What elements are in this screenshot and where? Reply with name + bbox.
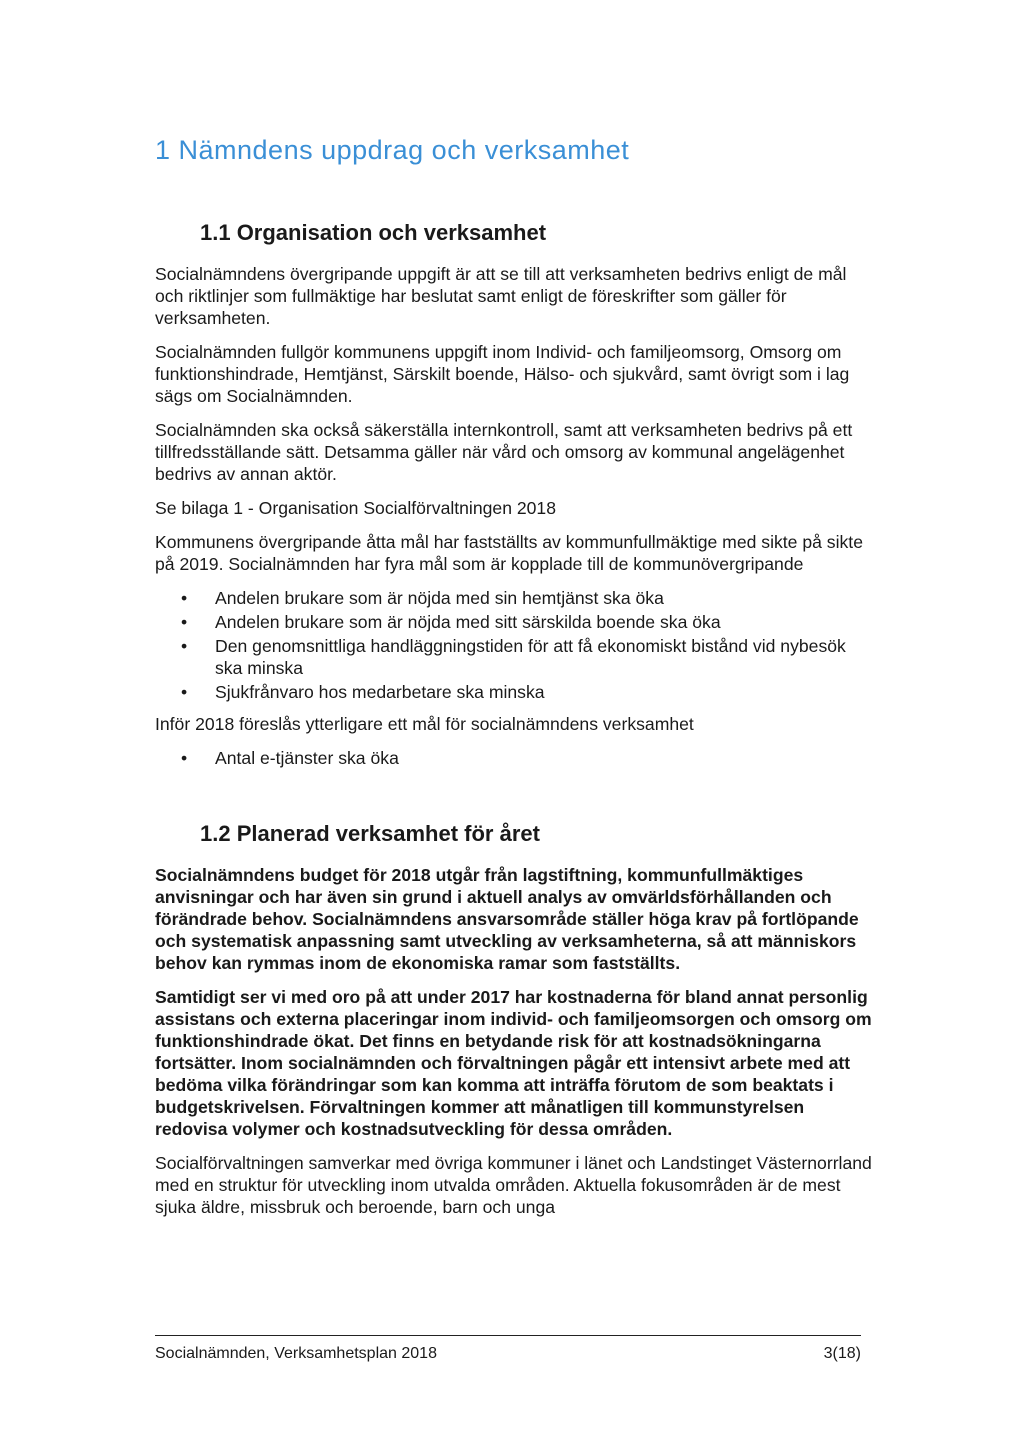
section-heading-planerad-verksamhet: 1.2 Planerad verksamhet för året [200, 821, 540, 846]
footer-page-number: 3(18) [823, 1345, 861, 1362]
page-content [155, 218, 875, 1230]
section-heading-organisation: 1.1 Organisation och verksamhet [200, 220, 547, 245]
list-item [155, 747, 875, 769]
list-item [155, 681, 875, 703]
list-item [155, 587, 875, 609]
footer-divider [155, 1335, 861, 1336]
paragraph: Se bilaga 1 - Organisation Socialförvaltningen 2018 [155, 498, 557, 518]
paragraph: Socialnämnden ska också säkerställa internkontroll, samt att verksamheten bedrivs på ett tillfredsställande sätt. Detsamma gäller när vård och omsorg av kommunal angelägenhet bedrivs av annan aktör. [155, 420, 853, 484]
paragraph: Socialnämndens övergripande uppgift är att se till att verksamheten bedrivs enligt de mål och riktlinjer som fullmäktige har beslutat samt enligt de föreskrifter som gäller för verksamheten. [155, 264, 847, 328]
bold-paragraph: Socialnämndens budget för 2018 utgår från lagstiftning, kommunfullmäktiges anvisningar och har även sin grund i aktuell analys av omvärldsförhållanden och förändrade behov. Socialnämndens ansvarsområde ställer höga krav på fortlöpande och systematisk anpassning samt utveckling av verksamheterna, så att människors behov kan rymmas inom de ekonomiska ramar som fastställts. [155, 865, 859, 973]
additional-goals-list [155, 747, 875, 769]
list-item-text: Antal e-tjänster ska öka [215, 748, 399, 768]
list-item-text: Den genomsnittliga handläggningstiden för att få ekonomiskt bistånd vid nybesök ska minska [215, 636, 846, 678]
chapter-title: 1 Nämndens uppdrag och verksamhet [155, 135, 630, 165]
footer-document-title: Socialnämnden, Verksamhetsplan 2018 [155, 1345, 437, 1362]
bullet-icon: • [181, 636, 188, 656]
list-item-text: Andelen brukare som är nöjda med sin hemtjänst ska öka [215, 588, 664, 608]
bullet-icon: • [181, 588, 188, 608]
bullet-icon: • [181, 748, 188, 768]
paragraph: Inför 2018 föreslås ytterligare ett mål för socialnämndens verksamhet [155, 714, 694, 734]
list-item [155, 635, 875, 679]
bullet-icon: • [181, 612, 188, 632]
paragraph: Kommunens övergripande åtta mål har fastställts av kommunfullmäktige med sikte på sikte på 2019. Socialnämnden har fyra mål som är kopplade till de kommunövergripande [155, 532, 863, 574]
goals-list [155, 587, 875, 703]
bold-paragraph: Samtidigt ser vi med oro på att under 2017 har kostnaderna för bland annat personlig assistans och externa placeringar inom individ- och familjeomsorgen och omsorg om funktionshindrade ökat. Det finns en betydande risk för att kostnadsökningarna fortsätter. Inom socialnämnden och förvaltningen pågår ett intensivt arbete med att bedöma vilka förändringar som kan komma att inträffa förutom de som beaktats i budgetskrivelsen. Förvaltningen kommer att månatligen till kommunstyrelsen redovisa volymer och kostnadsutveckling för dessa områden. [155, 987, 872, 1139]
bullet-icon: • [181, 682, 188, 702]
list-item [155, 611, 875, 633]
list-item-text: Sjukfrånvaro hos medarbetare ska minska [215, 682, 545, 702]
list-item-text: Andelen brukare som är nöjda med sitt särskilda boende ska öka [215, 612, 721, 632]
paragraph: Socialförvaltningen samverkar med övriga kommuner i länet och Landstinget Västernorrland med en struktur för utveckling inom utvalda områden. Aktuella fokusområden är de mest sjuka äldre, missbruk och beroende, barn och unga [155, 1153, 872, 1217]
paragraph: Socialnämnden fullgör kommunens uppgift inom Individ- och familjeomsorg, Omsorg om funktionshindrade, Hemtjänst, Särskilt boende, Hälso- och sjukvård, samt övrigt som i lag sägs om Socialnämnden. [155, 342, 850, 406]
